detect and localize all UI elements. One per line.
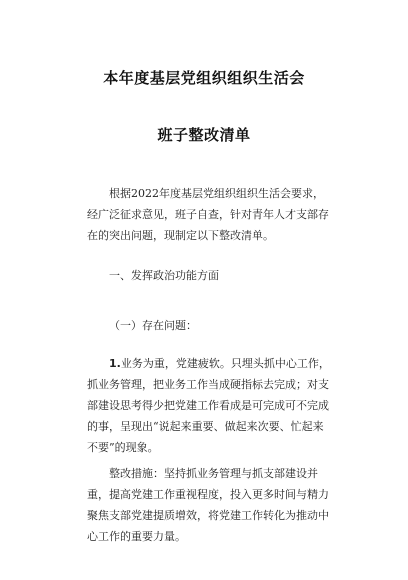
problem-item-text: 业务为重，党建疲软。只埋头抓中心工作，抓业务管理，把业务工作当成硬指标去完成；对支部建设思考得少把党建工作看成是可完成可不完成的事，呈现出“说起来重要、做起来次要、忙起来不要”的现象。	[87, 357, 330, 454]
problem-item-number: 1.	[109, 357, 121, 370]
document-title-line1: 本年度基层党组织组织生活会	[103, 69, 305, 87]
intro-paragraph: 根据2022年度基层党组织组织生活会要求，经广泛征求意见，班子自查，针对青年人才支部存在的突出问题，现制定以下整改清单。	[87, 187, 329, 242]
fix-measures-paragraph: 整改措施：坚持抓业务管理与抓支部建设并重，提高党建工作重视程度，投入更多时间与精力聚焦支部党建提质增效，将党建工作转化为推动中心工作的重要力量。	[87, 467, 329, 543]
document-title-line2: 班子整改清单	[157, 126, 251, 144]
subsection-heading: （一）存在问题：	[109, 319, 197, 332]
problem-item-paragraph	[87, 353, 333, 458]
section-heading: 一、发挥政治功能方面	[109, 269, 219, 282]
